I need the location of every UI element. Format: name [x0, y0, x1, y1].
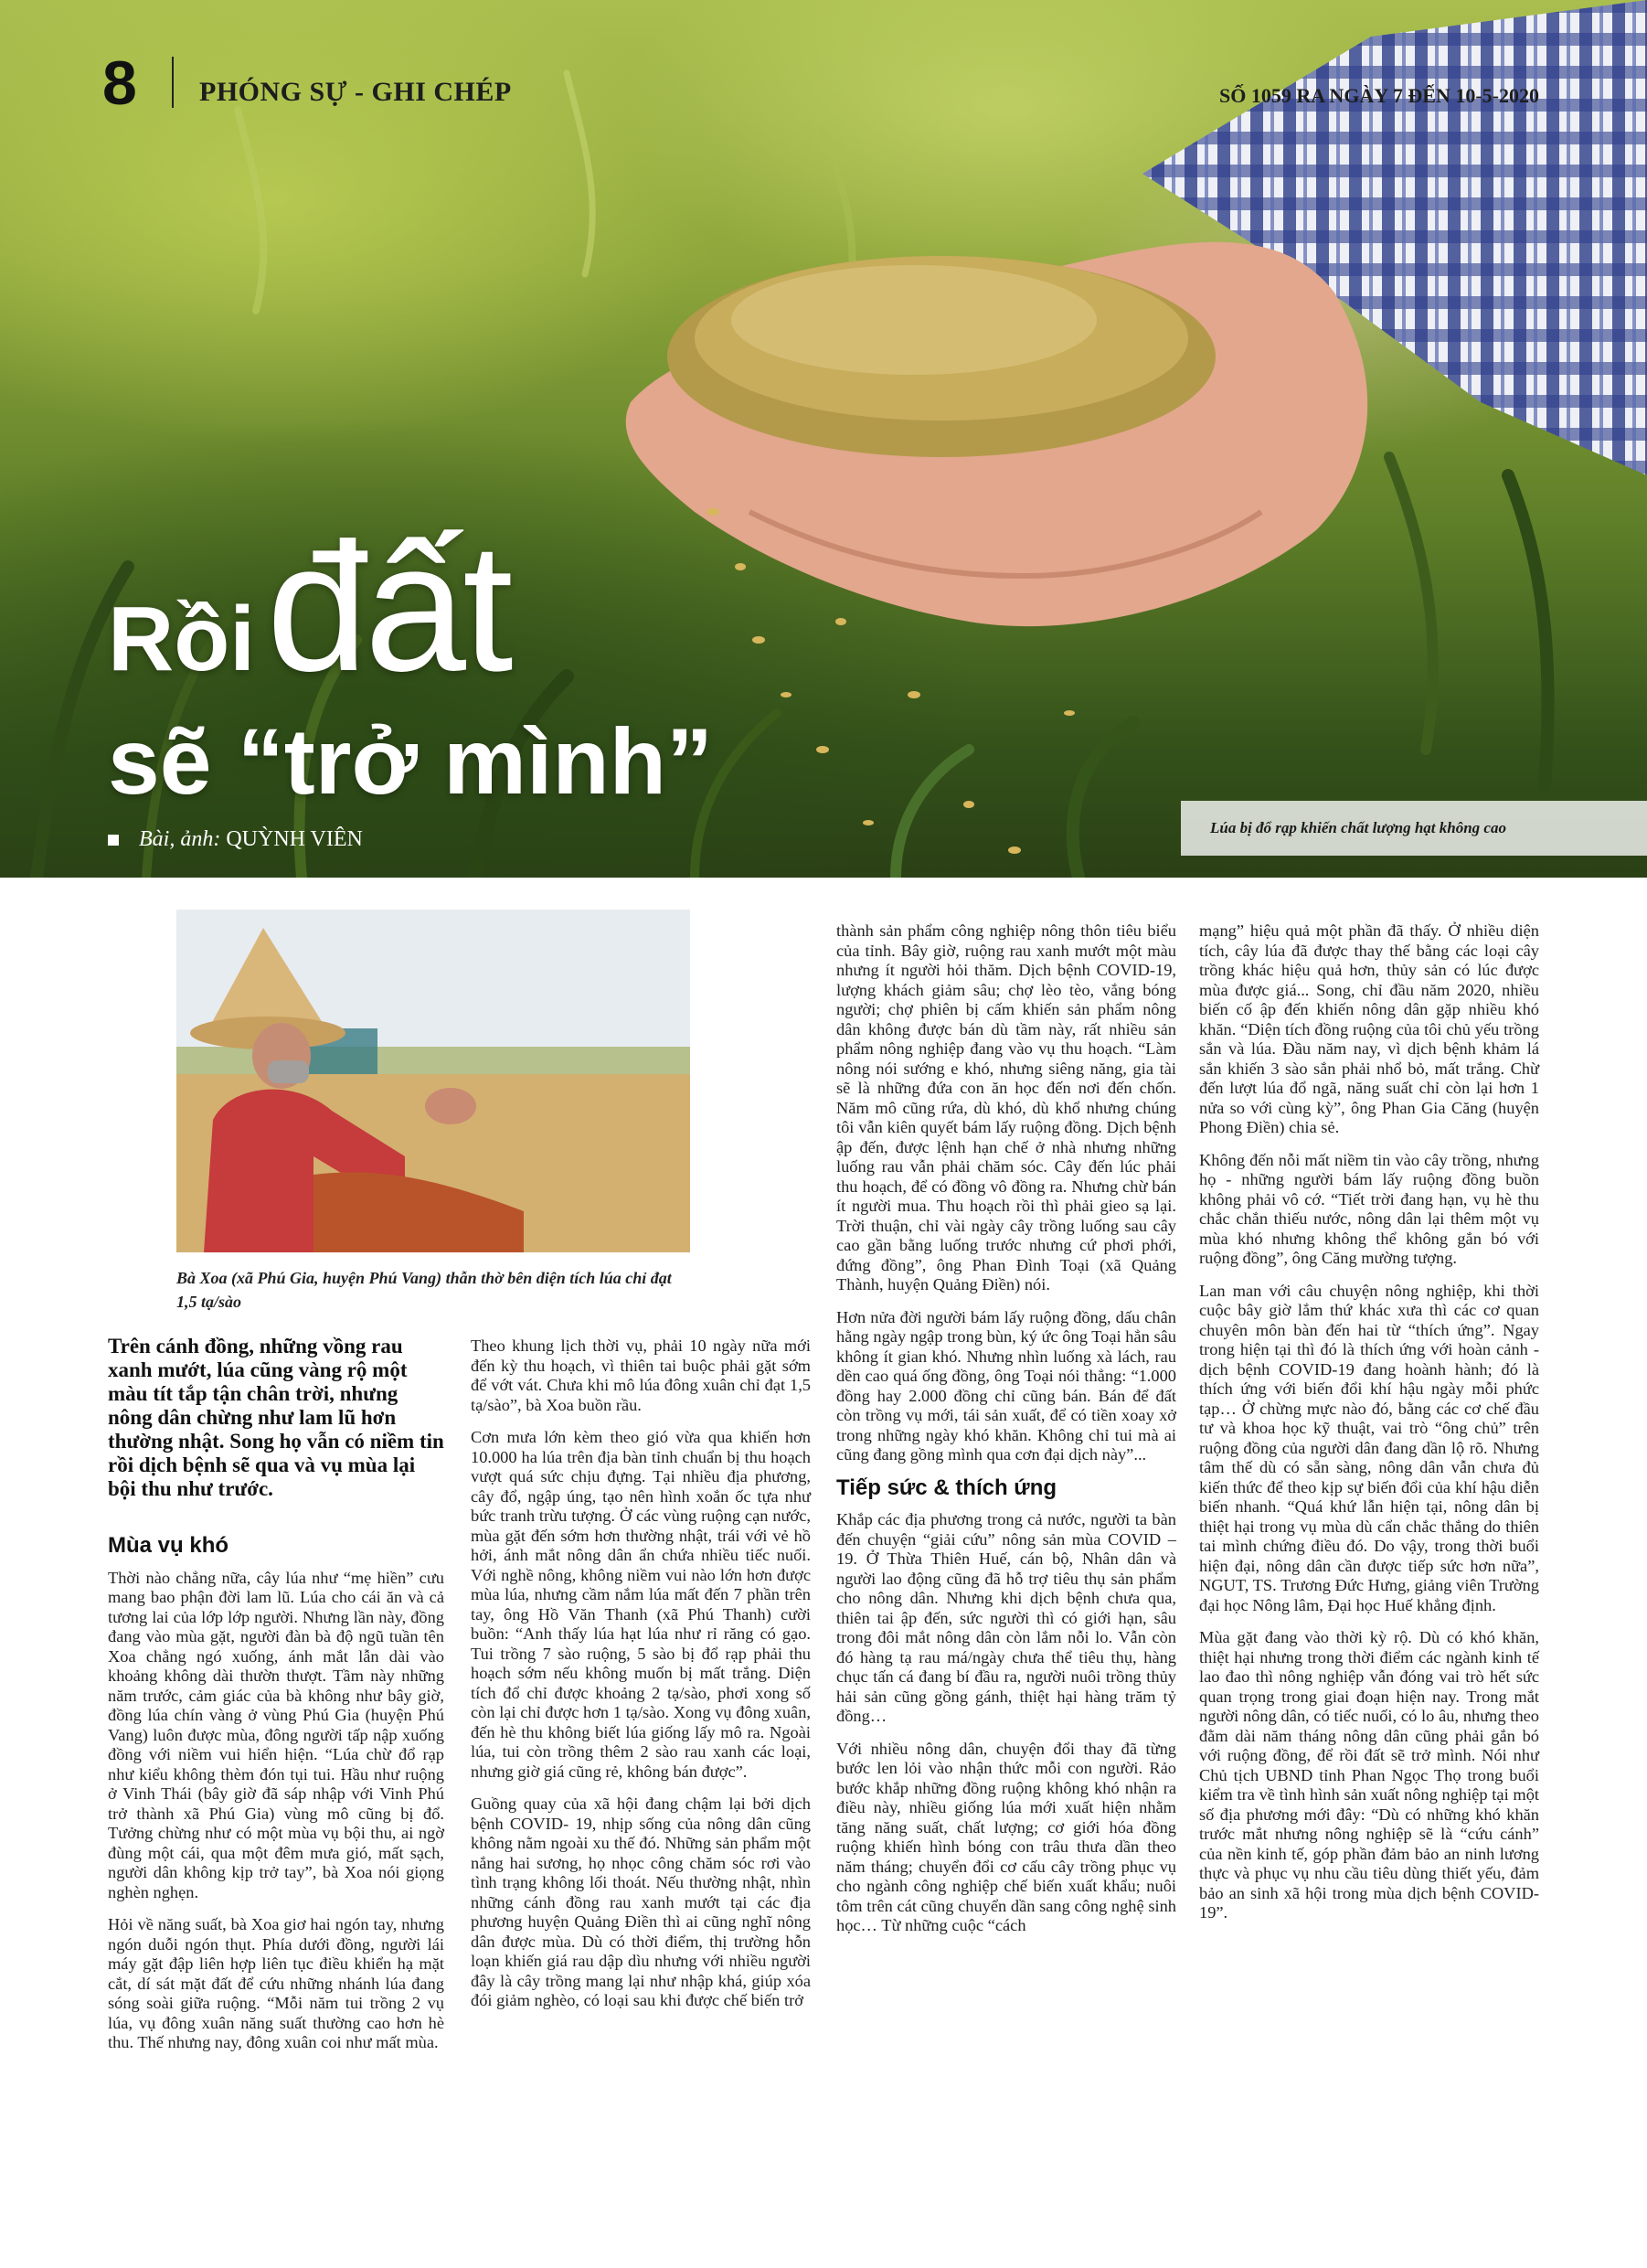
article-column-4 [1199, 921, 1539, 1936]
paragraph: Cơn mưa lớn kèm theo gió vừa qua khiến hơn 10.000 ha lúa trên địa bàn tỉnh chuẩn bị thu hoạch vượt quá sức chịu đựng. Tại nhiều địa phương, cây đổ, ngập úng, tạo nên hình xoắn ốc tựa như bức tranh trừu tượng. Ở các vùng ruộng cạn nước, mùa gặt đến sớm hơn thường nhật, trái với vẻ hồ hởi, ánh mắt nông dân ẩn chứa nhiều tiếc nuối. Với nghề nông, không niềm vui nào lớn hơn được mùa lúa, nhưng cầm nắm lúa mất đến 7 phần trên tay, ông Hồ Văn Thanh (xã Phú Thanh) cười buồn: “Anh thấy lúa hạt lúa như rỉ răng có gạo. Tui trồng 7 sào ruộng, 5 sào bị đổ rạp phải thu hoạch sớm nếu không muốn bị mất trắng. Diện tích đổ chỉ được khoảng 2 tạ/sào, phơi xong số còn lại chỉ được hơn 1 tạ/sào. Xong vụ đông xuân, đến hè thu không biết lúa giống lấy mô ra. Ngoài lúa, tui còn trồng thêm 2 sào rau xanh các loại, nhưng giờ giá cũng rẻ, không bán được”. [471, 1428, 811, 1781]
title-word-dat: đất [266, 506, 510, 709]
paragraph: Mùa gặt đang vào thời kỳ rộ. Dù có khó khăn, thiệt hại nhưng trong thời điểm các ngành kinh tế lao đao thì nông nghiệp vẫn đóng vai trò hết sức quan trọng trong giai đoạn hiện nay. Trong mắt người nông dân, có tiếc nuối, có lo âu, nhưng theo đằm dài năm tháng nông dân cũng phải gắn bó với ruộng đồng, để rồi đất sẽ trở mình. Nói như Chủ tịch UBND tỉnh Phan Ngọc Thọ trong buổi kiểm tra về tình hình sản xuất nông nghiệp tại một số địa phương mới đây: “Dù có những khó khăn trước mắt nhưng nông nghiệp sẽ là “cứu cánh” của nền kinh tế, góp phần đảm bảo an ninh lương thực và phục vụ nhu cầu tiêu dùng thiết yếu, đảm bảo an sinh xã hội trong mùa dịch bệnh COVID-19”. [1199, 1628, 1539, 1922]
hero-caption: Lúa bị đổ rạp khiến chất lượng hạt không cao [1181, 801, 1647, 856]
section-heading-mua-vu-kho: Mùa vụ khó [108, 1533, 229, 1558]
byline-label: Bài, ảnh: [139, 827, 221, 851]
paragraph: Khắp các địa phương trong cả nước, người ta bàn đến chuyện “giải cứu” nông sản mùa COVID – 19. Ở Thừa Thiên Huế, cán bộ, Nhân dân và người lao động cũng đã hỗ trợ tiêu thụ sản phẩm cho nông dân. Nhưng khi dịch bệnh chưa qua, thiên tai ập đến, sức người thì có giới hạn, sâu trong đôi mắt nông dân còn lắm nỗi lo. Vẫn còn đó hàng tạ rau má/ngày chưa thể tiêu thụ, hàng chục tấn cá đang bí đầu ra, người nuôi trồng thủy hải sản cũng gồng gánh, thiệt hại hàng trăm tỷ đồng… [836, 1510, 1176, 1725]
hero-photo [0, 0, 1647, 878]
paragraph: Theo khung lịch thời vụ, phải 10 ngày nữa mới đến kỳ thu hoạch, vì thiên tai buộc phải gặt sớm để vớt vát. Chưa khi mô lúa đông xuân chỉ đạt 1,5 tạ/sào”, bà Xoa buồn rầu. [471, 1336, 811, 1414]
paragraph: Với nhiều nông dân, chuyện đổi thay đã từng bước len lỏi vào nhận thức mỗi con người. Rảo bước khắp những đồng ruộng không khó nhận ra điều này, nhiều giống lúa mới xuất hiện nhằm tăng năng suất, chất lượng; cơ giới hóa đồng ruộng khiến hình bóng con trâu thưa dần theo năm tháng; chuyển đổi cơ cấu cây trồng phục vụ cho ngành công nghiệp chế biến xuất khẩu; nuôi tôm trên cát cũng chuyển dần sang công nghệ sinh học… Từ những cuộc “cách [836, 1739, 1176, 1934]
title-word-roi: Rồi [108, 588, 256, 690]
article-lead: Trên cánh đồng, những vồng rau xanh mướt, lúa cũng vàng rộ một màu tít tắp tận chân trời, nhưng nông dân chừng như lam lũ hơn thường nhật. Song họ vẫn có niềm tin rồi dịch bệnh sẽ qua và vụ mùa lại bội thu như trước. [108, 1335, 444, 1500]
section-label: PHÓNG SỰ - GHI CHÉP [199, 77, 512, 107]
byline-bullet-icon [108, 835, 119, 846]
paragraph: mạng” hiệu quả một phần đã thấy. Ở nhiều diện tích, cây lúa đã được thay thế bằng các loại cây trồng khác hiệu quả hơn, thủy sản có lúc được mùa được giá... Song, chỉ đầu năm 2020, nhiều biến cố ập đến khiến nông dân gặp nhiều khó khăn. “Diện tích đồng ruộng của tôi chủ yếu trồng sắn và lúa. Đầu năm nay, vì dịch bệnh khảm lá sắn khiến 3 sào sắn phải nhổ bỏ, mất trắng. Chừ đến lượt lúa đổ ngã, năng suất chỉ còn lại hơn 1 nửa so với cùng kỳ”, ông Phan Gia Căng (huyện Phong Điền) chia sẻ. [1199, 921, 1539, 1136]
inset-photo-illustration [176, 910, 690, 1252]
byline-author: QUỲNH VIÊN [226, 827, 363, 851]
inset-photo [176, 910, 690, 1252]
paragraph: Hơn nửa đời người bám lấy ruộng đồng, dấu chân hằng ngày ngập trong bùn, ký ức ông Toại hẳn sâu không ít gian khó. Nhưng nhìn luống xà lách, rau dền cao quá ống đồng, ông Toại nói thẳng: “1.000 đồng hay 2.000 đồng chỉ cũng bán. Bán để đất còn trồng vụ mới, tái sản xuất, để có tiền xoay xở trong những ngày khó khăn. Không chỉ tui mà ai cũng đang gồng mình qua cơn đại dịch này”... [836, 1307, 1176, 1464]
article-column-3 [836, 921, 1176, 1949]
section-heading-tiep-suc: Tiếp sức & thích ứng [836, 1475, 1057, 1500]
inset-caption: Bà Xoa (xã Phú Gia, huyện Phú Vang) thẫn thờ bên diện tích lúa chỉ đạt 1,5 tạ/sào [176, 1269, 672, 1312]
header-divider [172, 57, 174, 108]
paragraph: thành sản phẩm công nghiệp nông thôn tiêu biểu của tỉnh. Bây giờ, ruộng rau xanh mướt một màu nhưng ít người hỏi thăm. Dịch bệnh COVID-19, lượng khách giảm sâu; chợ lèo tèo, vắng bóng người; chợ phiên bị cấm khiến sản phẩm nông dân không được bán dù tầm này, rất nhiều sản phẩm nông nghiệp đang vào vụ thu hoạch. “Làm nông nói sướng e khó, nhưng siêng năng, gia tài sẽ là những đứa con ăn học đến nơi đến chốn. Năm mô cũng rứa, dù khó, dù khổ nhưng chúng tôi vẫn kiên quyết bám lấy ruộng đồng. Dịch bệnh ập đến, được lệnh hạn chế ở nhà nhưng những luống rau vẫn phải chăm sóc. Cây đến lúc phải thu hoạch, để có đồng vô đồng ra. Nhưng chừ bán ít người mua. Thu hoạch rồi thì phải gieo sạ lại. Trời thuận, chỉ vài ngày cây trồng luống sau cây cao gần bằng luống trước nhưng cứ phơi phới, đứng đồng”, ông Phan Đình Toại (xã Quảng Thành, huyện Quảng Điền) nói. [836, 921, 1176, 1294]
paragraph: Guồng quay của xã hội đang chậm lại bởi dịch bệnh COVID- 19, nhịp sống của nông dân cũng không nằm ngoài xu thế đó. Những sản phẩm một nắng hai sương, họ nhọc công chăm sóc rơi vào tình trạng không lối thoát. Nếu thường nhật, nhìn những cánh đồng rau xanh mướt tại các địa phương huyện Quảng Điền thì ai cũng nghĩ nông dân được mùa. Dù có thời điểm, thị trường hỗn loạn khiến giá rau dập dìu nhưng với nhiều người đây là cây trồng mang lại như nhập khá, giúp xóa đói giảm nghèo, có loại sau khi được chế biến trở [471, 1794, 811, 2009]
paragraph: Hỏi về năng suất, bà Xoa giơ hai ngón tay, nhưng ngón duỗi ngón thụt. Phía dưới đồng, người lái máy gặt đập liên hợp liên tục điều khiển hạ mặt cắt, dí sát mặt đất để cứu những nhánh lúa đang sóng soài giữa ruộng. “Mỗi năm tui trồng 2 vụ lúa, vụ đông xuân năng suất thường cao hơn hè thu. Thế nhưng nay, đông xuân coi như mất mùa. [108, 1915, 444, 2051]
paragraph: Thời nào chẳng nữa, cây lúa như “mẹ hiền” cưu mang bao phận đời lam lũ. Lúa cho cái ăn và cả tương lai của lớp lớp người. Nhưng lần này, đồng đang vào mùa gặt, người đàn bà độ ngũ tuần tên Xoa chẳng ngó xuống, ánh mắt lẫn dài vào khoảng không dài thườn thượt. Tầm này những năm trước, cảm giác của bà không như bây giờ, đồng lúa chín vàng ở vùng Phú Gia (huyện Phú Vang) luôn được mùa, đông người tấp nập xuống đồng với niềm vui hiển hiện. “Lúa chừ đổ rạp như kiểu không thèm đón tụi tui. Hầu như ruộng ở Vinh Thái (bây giờ đã sáp nhập với Vinh Phú trở thành xã Phú Gia) vùng mô cũng bị đổ. Tưởng chừng như có một mùa vụ bội thu, ai ngờ đùng một cái, qua một đêm mưa gió, mất sạch, người dân không kịp trở tay”, bà Xoa nói giọng nghèn nghẹn. [108, 1568, 444, 1901]
page-number: 8 [102, 48, 136, 118]
article-column-1 [108, 1335, 444, 2066]
paragraph: Lan man với câu chuyện nông nghiệp, khi thời cuộc bây giờ lắm thứ khác xưa thì các cơ quan chuyên môn bàn đến hai từ “thích ứng”. Ngay trong hiện tại thì đó là thích ứng với hoàn cảnh - dịch bệnh COVID-19 đang hoành hành; đó là thích ứng với biến đổi khí hậu ngày mỗi phức tạp… Ở chừng mực nào đó, bằng các cơ chế đầu tư và khoa học kỹ thuật, vai trò “ông chủ” trên ruộng đồng của người dân đang dần lộ rõ. Nhưng tâm thế dù có sẵn sàng, nông dân vẫn chưa đủ kiến thức để theo kịp sự biến đổi của khí hậu diễn biến nhanh. “Quá khứ lẫn hiện tại, nông dân bị thiệt hại trong vụ mùa dù cẩn chắc thắng do thiên tai mình chứng điều đó. Do vậy, trong thời buổi hiện đại, nông dân cần được tiếp sức hơn nữa”, NGUT, TS. Trương Đức Hưng, giảng viên Trường đại học Nông lâm, Đại học Huế khẳng định. [1199, 1281, 1539, 1614]
issue-label: SỐ 1059 RA NGÀY 7 ĐẾN 10-5-2020 [1219, 84, 1539, 107]
byline [108, 827, 363, 852]
article-column-2 [471, 1336, 811, 2024]
article-title-line2: sẽ “trở mình” [108, 709, 713, 814]
article-title-line1 [108, 506, 510, 709]
paragraph: Không đến nỗi mất niềm tin vào cây trồng, nhưng họ - những người bám lấy ruộng đồng buồn không phải vô cớ. “Tiết trời đang hạn, vụ hè thu chắc chắn thiếu nước, nông dân lại thêm một vụ mùa khó nhưng không thể không gắn bó với ruộng đồng”, ông Căng mường tượng. [1199, 1150, 1539, 1267]
